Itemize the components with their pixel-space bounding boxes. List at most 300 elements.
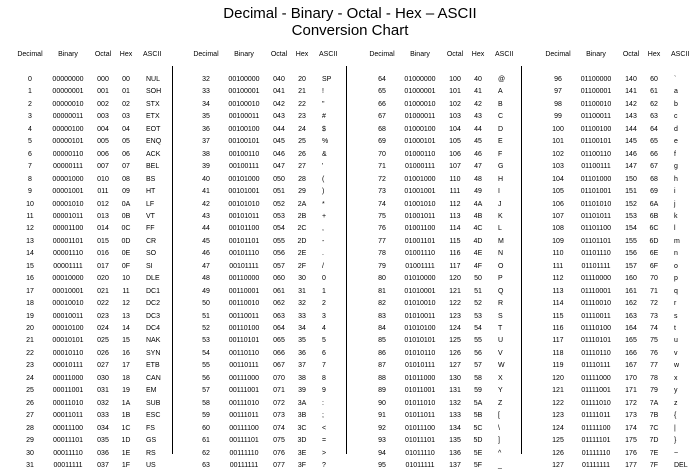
- cell-ascii: S: [498, 312, 503, 320]
- cell-decimal: 83: [378, 312, 386, 320]
- cell-ascii: NAK: [146, 337, 161, 345]
- cell-ascii: <: [322, 424, 327, 432]
- cell-binary: 01100010: [580, 100, 612, 108]
- cell-octal: 060: [273, 275, 285, 283]
- cell-decimal: 115: [552, 312, 564, 320]
- cell-octal: 006: [97, 150, 109, 158]
- cell-binary: 01110010: [580, 300, 612, 308]
- cell-octal: 116: [449, 250, 461, 258]
- cell-ascii: x: [674, 374, 678, 382]
- cell-ascii: D: [498, 125, 504, 133]
- cell-octal: 015: [97, 237, 109, 245]
- cell-octal: 001: [97, 88, 109, 96]
- cell-binary: 01111111: [581, 461, 611, 469]
- cell-octal: 026: [97, 349, 109, 357]
- cell-decimal: 94: [378, 449, 386, 457]
- cell-octal: 163: [625, 312, 637, 320]
- cell-decimal: 14: [26, 250, 34, 258]
- cell-hex: 06: [122, 150, 130, 158]
- cell-octal: 153: [625, 212, 637, 220]
- cell-hex: 36: [298, 349, 306, 357]
- cell-decimal: 31: [26, 461, 34, 469]
- cell-ascii: VT: [146, 212, 155, 220]
- cell-octal: 157: [625, 262, 637, 270]
- cell-octal: 170: [625, 374, 637, 382]
- cell-ascii: SP: [322, 76, 332, 83]
- cell-decimal: 38: [202, 150, 210, 158]
- cell-hex: 23: [298, 113, 306, 121]
- cell-decimal: 46: [202, 250, 210, 258]
- cell-binary: 00000011: [52, 113, 84, 121]
- cell-hex: 78: [650, 374, 658, 382]
- cell-hex: 42: [474, 100, 482, 108]
- cell-octal: 142: [625, 100, 637, 108]
- cell-octal: 166: [625, 349, 637, 357]
- cell-octal: 063: [273, 312, 285, 320]
- cell-decimal: 100: [552, 125, 564, 133]
- cell-hex: 18: [122, 374, 130, 382]
- cell-binary: 01101011: [580, 212, 612, 220]
- cell-hex: 74: [650, 325, 658, 332]
- cell-octal: 012: [97, 200, 109, 208]
- cell-hex: 5D: [473, 437, 483, 445]
- cell-ascii: $: [322, 125, 326, 133]
- cell-hex: 02: [122, 100, 130, 108]
- cell-binary: 00010101: [52, 337, 84, 345]
- column-divider: [172, 66, 173, 454]
- cell-octal: 047: [273, 163, 285, 171]
- cell-binary: 00011100: [52, 424, 84, 432]
- cell-binary: 01011101: [404, 437, 436, 445]
- cell-decimal: 112: [552, 275, 564, 283]
- cell-decimal: 62: [202, 449, 210, 457]
- cell-hex: 6F: [649, 262, 659, 270]
- cell-hex: 27: [298, 163, 306, 171]
- cell-decimal: 10: [26, 200, 34, 208]
- cell-decimal: 93: [378, 437, 386, 445]
- cell-ascii: .: [322, 250, 324, 258]
- cell-decimal: 52: [202, 325, 210, 332]
- cell-hex: 75: [650, 337, 658, 345]
- cell-ascii: R: [498, 300, 504, 308]
- cell-binary: 01010111: [404, 362, 436, 370]
- cell-decimal: 119: [552, 362, 564, 370]
- cell-octal: 104: [449, 125, 461, 133]
- cell-ascii: LF: [146, 200, 155, 208]
- cell-ascii: h: [674, 175, 678, 183]
- cell-binary: 00110110: [228, 349, 260, 357]
- cell-decimal: 107: [552, 212, 564, 220]
- cell-hex: 33: [298, 312, 306, 320]
- cell-hex: 6C: [649, 225, 659, 233]
- cell-octal: 070: [273, 374, 285, 382]
- cell-ascii: +: [322, 212, 327, 220]
- cell-ascii: F: [498, 150, 503, 158]
- cell-decimal: 77: [378, 237, 386, 245]
- cell-hex: 34: [298, 325, 306, 332]
- cell-hex: 14: [122, 325, 130, 332]
- cell-binary: 01111000: [581, 374, 611, 382]
- cell-hex: 47: [474, 163, 482, 171]
- cell-hex: 26: [298, 150, 306, 158]
- cell-binary: 00011101: [52, 437, 84, 445]
- column-header-hex: Hex: [119, 51, 133, 58]
- cell-ascii: w: [674, 362, 680, 370]
- cell-hex: 2D: [297, 237, 307, 245]
- cell-hex: 3C: [297, 424, 307, 432]
- cell-decimal: 125: [552, 437, 564, 445]
- cell-hex: 62: [650, 100, 658, 108]
- cell-binary: 01011110: [405, 449, 435, 457]
- cell-decimal: 81: [378, 287, 386, 295]
- cell-decimal: 39: [202, 163, 210, 171]
- cell-octal: 161: [625, 287, 637, 295]
- cell-hex: 1B: [121, 412, 131, 420]
- cell-decimal: 95: [378, 461, 386, 469]
- cell-binary: 00101100: [228, 225, 260, 233]
- cell-binary: 01111110: [581, 449, 611, 457]
- cell-ascii: ": [322, 100, 325, 108]
- cell-hex: 1C: [121, 424, 131, 432]
- cell-binary: 01000110: [404, 150, 436, 158]
- cell-binary: 01001101: [404, 237, 436, 245]
- cell-ascii: Y: [498, 387, 503, 395]
- cell-decimal: 109: [552, 237, 564, 245]
- cell-ascii: (: [322, 175, 325, 183]
- cell-ascii: DC2: [146, 300, 161, 308]
- cell-ascii: STX: [146, 100, 160, 108]
- cell-decimal: 63: [202, 461, 210, 469]
- column-divider: [521, 66, 522, 454]
- cell-octal: 121: [449, 287, 461, 295]
- cell-hex: 7E: [649, 449, 659, 457]
- cell-octal: 123: [449, 312, 461, 320]
- cell-binary: 00111110: [229, 449, 259, 457]
- cell-hex: 4E: [473, 250, 483, 258]
- cell-decimal: 111: [552, 262, 564, 270]
- cell-hex: 67: [650, 163, 658, 171]
- cell-hex: 41: [474, 88, 482, 96]
- cell-ascii: f: [674, 150, 676, 158]
- cell-ascii: SYN: [146, 349, 161, 357]
- cell-binary: 00000110: [52, 150, 84, 158]
- cell-octal: 113: [449, 212, 461, 220]
- cell-octal: 046: [273, 150, 285, 158]
- cell-decimal: 3: [28, 113, 32, 121]
- cell-binary: 01111001: [581, 387, 611, 395]
- cell-hex: 56: [474, 349, 482, 357]
- cell-binary: 00101001: [228, 188, 260, 196]
- cell-decimal: 98: [554, 100, 562, 108]
- cell-octal: 061: [273, 287, 285, 295]
- cell-binary: 01010000: [404, 275, 436, 283]
- cell-octal: 152: [625, 200, 637, 208]
- cell-binary: 00001101: [52, 237, 84, 245]
- cell-octal: 154: [625, 225, 637, 233]
- cell-binary: 01111100: [581, 424, 611, 432]
- cell-ascii: ?: [322, 461, 326, 469]
- cell-binary: 00000111: [52, 163, 84, 171]
- cell-octal: 117: [449, 262, 461, 270]
- cell-binary: 00110011: [228, 312, 260, 320]
- cell-ascii: u: [674, 337, 678, 345]
- cell-ascii: -: [322, 237, 325, 245]
- column-header-hex: Hex: [471, 51, 485, 58]
- cell-binary: 00011110: [53, 449, 83, 457]
- cell-ascii: ENQ: [146, 138, 162, 146]
- cell-ascii: X: [498, 374, 503, 382]
- cell-decimal: 89: [378, 387, 386, 395]
- cell-binary: 01100011: [580, 113, 612, 121]
- cell-ascii: ESC: [146, 412, 161, 420]
- cell-decimal: 58: [202, 399, 210, 407]
- cell-decimal: 6: [28, 150, 32, 158]
- cell-hex: 65: [650, 138, 658, 146]
- cell-binary: 00011011: [52, 412, 84, 420]
- cell-binary: 00101110: [228, 250, 260, 258]
- cell-decimal: 114: [552, 300, 564, 308]
- cell-hex: 11: [122, 287, 130, 295]
- column-header-hex: Hex: [295, 51, 309, 58]
- cell-octal: 122: [449, 300, 461, 308]
- cell-binary: 00110101: [228, 337, 260, 345]
- cell-octal: 101: [449, 88, 461, 96]
- cell-octal: 144: [625, 125, 637, 133]
- cell-decimal: 99: [554, 113, 562, 121]
- cell-hex: 61: [650, 88, 658, 96]
- cell-decimal: 67: [378, 113, 386, 121]
- cell-ascii: ETX: [146, 113, 160, 121]
- cell-ascii: ;: [322, 412, 324, 420]
- cell-decimal: 43: [202, 212, 210, 220]
- cell-decimal: 79: [378, 262, 386, 270]
- cell-octal: 173: [625, 412, 637, 420]
- cell-octal: 177: [625, 461, 637, 469]
- cell-binary: 01001010: [404, 200, 436, 208]
- cell-ascii: 3: [322, 312, 326, 320]
- cell-hex: 25: [298, 138, 306, 146]
- cell-hex: 0C: [121, 225, 131, 233]
- cell-octal: 056: [273, 250, 285, 258]
- cell-ascii: SO: [146, 250, 157, 258]
- cell-octal: 057: [273, 262, 285, 270]
- cell-ascii: *: [322, 200, 325, 208]
- cell-ascii: G: [498, 163, 504, 171]
- cell-binary: 01111101: [581, 437, 611, 445]
- cell-hex: 55: [474, 337, 482, 345]
- cell-binary: 01111011: [581, 412, 611, 420]
- cell-octal: 033: [97, 412, 109, 420]
- cell-octal: 062: [273, 300, 285, 308]
- cell-hex: 58: [474, 374, 482, 382]
- cell-decimal: 68: [378, 125, 386, 133]
- column-divider: [346, 66, 347, 454]
- cell-octal: 007: [97, 163, 109, 171]
- cell-binary: 01100110: [580, 150, 612, 158]
- cell-decimal: 20: [26, 325, 34, 332]
- cell-hex: 28: [298, 175, 306, 183]
- cell-ascii: P: [498, 275, 503, 283]
- cell-ascii: FS: [146, 424, 155, 432]
- cell-decimal: 57: [202, 387, 210, 395]
- cell-octal: 131: [449, 387, 461, 395]
- cell-octal: 050: [273, 175, 285, 183]
- cell-ascii: 1: [322, 287, 326, 295]
- cell-octal: 124: [449, 325, 461, 332]
- cell-hex: 4A: [473, 200, 483, 208]
- cell-ascii: GS: [146, 437, 157, 445]
- cell-octal: 136: [449, 449, 461, 457]
- cell-binary: 01100101: [580, 138, 612, 146]
- cell-octal: 000: [97, 76, 109, 83]
- cell-hex: 4D: [473, 237, 483, 245]
- cell-decimal: 55: [202, 362, 210, 370]
- cell-hex: 16: [122, 349, 130, 357]
- cell-decimal: 35: [202, 113, 210, 121]
- cell-binary: 00101101: [228, 237, 260, 245]
- cell-binary: 00101010: [228, 200, 260, 208]
- cell-hex: 1A: [121, 399, 131, 407]
- cell-binary: 01101110: [581, 250, 611, 258]
- cell-ascii: =: [322, 437, 327, 445]
- cell-binary: 01100100: [580, 125, 612, 133]
- cell-ascii: C: [498, 113, 504, 121]
- cell-binary: 01001000: [404, 175, 436, 183]
- cell-binary: 01110100: [580, 325, 612, 332]
- cell-binary: 01110001: [580, 287, 612, 295]
- cell-octal: 140: [625, 76, 637, 83]
- column-header-ascii: ASCII: [143, 51, 162, 58]
- cell-binary: 00111111: [229, 461, 259, 469]
- cell-ascii: %: [322, 138, 329, 146]
- cell-binary: 00001000: [52, 175, 84, 183]
- cell-ascii: i: [674, 188, 676, 196]
- cell-binary: 01101000: [580, 175, 612, 183]
- cell-hex: 64: [650, 125, 658, 133]
- cell-hex: 39: [298, 387, 306, 395]
- cell-ascii: z: [674, 399, 678, 407]
- cell-binary: 01011100: [404, 424, 436, 432]
- cell-hex: 45: [474, 138, 482, 146]
- cell-hex: 08: [122, 175, 130, 183]
- cell-ascii: 9: [322, 387, 326, 395]
- cell-hex: 63: [650, 113, 658, 121]
- cell-octal: 065: [273, 337, 285, 345]
- cell-binary: 00100001: [228, 88, 260, 96]
- cell-decimal: 71: [378, 163, 386, 171]
- cell-octal: 100: [449, 76, 461, 83]
- cell-hex: 52: [474, 300, 482, 308]
- cell-decimal: 127: [552, 461, 564, 469]
- cell-hex: 43: [474, 113, 482, 121]
- cell-ascii: ACK: [146, 150, 161, 158]
- cell-binary: 01000000: [404, 76, 436, 83]
- cell-hex: 68: [650, 175, 658, 183]
- cell-binary: 01001100: [404, 225, 436, 233]
- cell-hex: 76: [650, 349, 658, 357]
- cell-ascii: ]: [498, 437, 500, 445]
- cell-ascii: BS: [146, 175, 156, 183]
- cell-octal: 145: [625, 138, 637, 146]
- cell-decimal: 41: [202, 188, 210, 196]
- cell-binary: 00010011: [52, 312, 84, 320]
- cell-binary: 01010101: [404, 337, 436, 345]
- cell-binary: 01000011: [404, 113, 436, 121]
- cell-octal: 075: [273, 437, 285, 445]
- cell-binary: 01001011: [404, 212, 436, 220]
- cell-binary: 00100111: [228, 163, 260, 171]
- cell-decimal: 80: [378, 275, 386, 283]
- cell-ascii: e: [674, 138, 678, 146]
- cell-decimal: 118: [552, 349, 564, 357]
- chart-title-line-2: Conversion Chart: [291, 22, 409, 39]
- cell-decimal: 60: [202, 424, 210, 432]
- cell-ascii: :: [322, 399, 324, 407]
- cell-octal: 022: [97, 300, 109, 308]
- cell-binary: 01000100: [404, 125, 436, 133]
- column-header-decimal: Decimal: [193, 51, 219, 58]
- cell-decimal: 105: [552, 188, 564, 196]
- cell-octal: 126: [449, 349, 461, 357]
- cell-hex: 2F: [297, 262, 307, 270]
- cell-decimal: 11: [26, 212, 34, 220]
- cell-octal: 043: [273, 113, 285, 121]
- cell-decimal: 65: [378, 88, 386, 96]
- cell-ascii: ^: [498, 449, 502, 457]
- cell-binary: 00010100: [52, 325, 84, 332]
- cell-octal: 147: [625, 163, 637, 171]
- cell-hex: 2C: [297, 225, 307, 233]
- cell-ascii: L: [498, 225, 502, 233]
- cell-binary: 01110110: [581, 349, 611, 357]
- cell-decimal: 106: [552, 200, 564, 208]
- cell-ascii: c: [674, 113, 678, 121]
- cell-octal: 133: [449, 412, 461, 420]
- cell-binary: 01100111: [581, 163, 611, 171]
- cell-ascii: ): [322, 188, 325, 196]
- cell-decimal: 70: [378, 150, 386, 158]
- cell-octal: 067: [273, 362, 285, 370]
- cell-binary: 01101101: [580, 237, 612, 245]
- cell-binary: 00010010: [52, 300, 84, 308]
- cell-binary: 00111010: [228, 399, 260, 407]
- cell-hex: 31: [298, 287, 306, 295]
- cell-hex: 7F: [649, 461, 659, 469]
- cell-hex: 5C: [473, 424, 483, 432]
- cell-decimal: 44: [202, 225, 210, 233]
- cell-decimal: 56: [202, 374, 210, 382]
- cell-ascii: FF: [146, 225, 155, 233]
- cell-binary: 00111011: [229, 412, 259, 420]
- cell-hex: 59: [474, 387, 482, 395]
- cell-ascii: N: [498, 250, 504, 258]
- cell-octal: 164: [625, 325, 637, 332]
- cell-ascii: J: [498, 200, 502, 208]
- cell-decimal: 108: [552, 225, 564, 233]
- cell-ascii: SOH: [146, 88, 162, 96]
- cell-decimal: 15: [26, 262, 34, 270]
- cell-binary: 00010110: [52, 349, 84, 357]
- cell-binary: 00100101: [228, 138, 260, 146]
- cell-binary: 00100000: [228, 76, 260, 83]
- cell-binary: 01010001: [404, 287, 436, 295]
- cell-ascii: V: [498, 349, 503, 357]
- cell-binary: 01110011: [581, 312, 611, 320]
- cell-octal: 055: [273, 237, 285, 245]
- cell-binary: 01100000: [580, 76, 612, 83]
- cell-decimal: 66: [378, 100, 386, 108]
- cell-binary: 00111100: [229, 424, 259, 432]
